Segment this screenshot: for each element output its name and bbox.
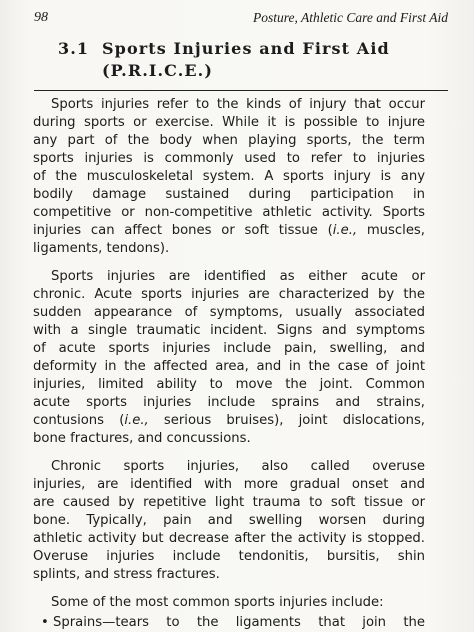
section-title-line2: (P.R.I.C.E.) bbox=[102, 61, 214, 80]
text-line: any part of the body when playing sports, the term bbox=[33, 133, 425, 148]
text-line: injuries, are identified with more gradual onset and bbox=[33, 477, 425, 492]
paragraph-acute bbox=[33, 268, 425, 448]
text-line: deformity in the affected area, and in the case of joint bbox=[33, 359, 425, 374]
bullet-icon: • bbox=[41, 615, 49, 630]
bullet-text: Sprains—tears to the ligaments that join the bbox=[53, 615, 425, 630]
text-line: contusions (i.e., serious bruises), joint dislocations, bbox=[33, 413, 426, 428]
text-line: Chronic sports injuries, also called overuse bbox=[51, 459, 425, 474]
page-number: 98 bbox=[34, 10, 48, 25]
bullet-item-sprains bbox=[33, 614, 425, 632]
text-line: of acute sports injuries include pain, swelling, and bbox=[33, 341, 425, 356]
text-line: with a single traumatic incident. Signs and symptoms bbox=[33, 323, 425, 338]
section-number: 3.1 bbox=[58, 39, 90, 58]
text-line: sudden appearance of symptoms, usually associated bbox=[33, 305, 425, 320]
italic-abbreviation: i.e., bbox=[332, 223, 358, 238]
text-line: during sports or exercise. While it is possible to injure bbox=[33, 115, 425, 130]
paragraph-common-intro bbox=[33, 594, 425, 612]
paragraph-definition bbox=[33, 96, 425, 258]
text-line: bone fractures, and concussions. bbox=[33, 431, 251, 446]
text-line: injuries can affect bones or soft tissue (i.e., muscles, bbox=[33, 223, 425, 238]
text-line: Some of the most common sports injuries include: bbox=[51, 595, 384, 610]
body-text bbox=[33, 96, 425, 632]
running-head bbox=[34, 10, 448, 28]
text-line: chronic. Acute sports injuries are characterized by the bbox=[33, 287, 425, 302]
italic-abbreviation: i.e., bbox=[124, 413, 149, 428]
text-line: bone. Typically, pain and swelling worsen during bbox=[33, 513, 425, 528]
text-line: competitive or non-competitive athletic activity. Sports bbox=[33, 205, 425, 220]
text-line: Overuse injuries include tendonitis, bursitis, shin bbox=[33, 549, 425, 564]
text-line: splints, and stress fractures. bbox=[33, 567, 220, 582]
text-line: Sports injuries refer to the kinds of injury that occur bbox=[51, 97, 425, 112]
text-line: ligaments, tendons). bbox=[33, 241, 170, 256]
text-line: acute sports injuries include sprains and strains, bbox=[33, 395, 425, 410]
heading-rule bbox=[34, 90, 448, 91]
text-line: of the musculoskeletal system. A sports injury is any bbox=[33, 169, 425, 184]
paragraph-chronic bbox=[33, 458, 425, 584]
section-title-line1: Sports Injuries and First Aid bbox=[102, 39, 390, 58]
text-line: sports injuries is commonly used to refer to injuries bbox=[33, 151, 425, 166]
running-title: Posture, Athletic Care and First Aid bbox=[253, 10, 448, 25]
text-line: are caused by repetitive light trauma to soft tissue or bbox=[33, 495, 425, 510]
text-line: athletic activity but decrease after the activity is stopped. bbox=[33, 531, 425, 546]
text-line: injuries, limited ability to move the joint. Common bbox=[33, 377, 425, 392]
section-heading bbox=[58, 38, 390, 82]
text-line: bodily damage sustained during participation in bbox=[33, 187, 425, 202]
text-line: Sports injuries are identified as either acute or bbox=[51, 269, 425, 284]
